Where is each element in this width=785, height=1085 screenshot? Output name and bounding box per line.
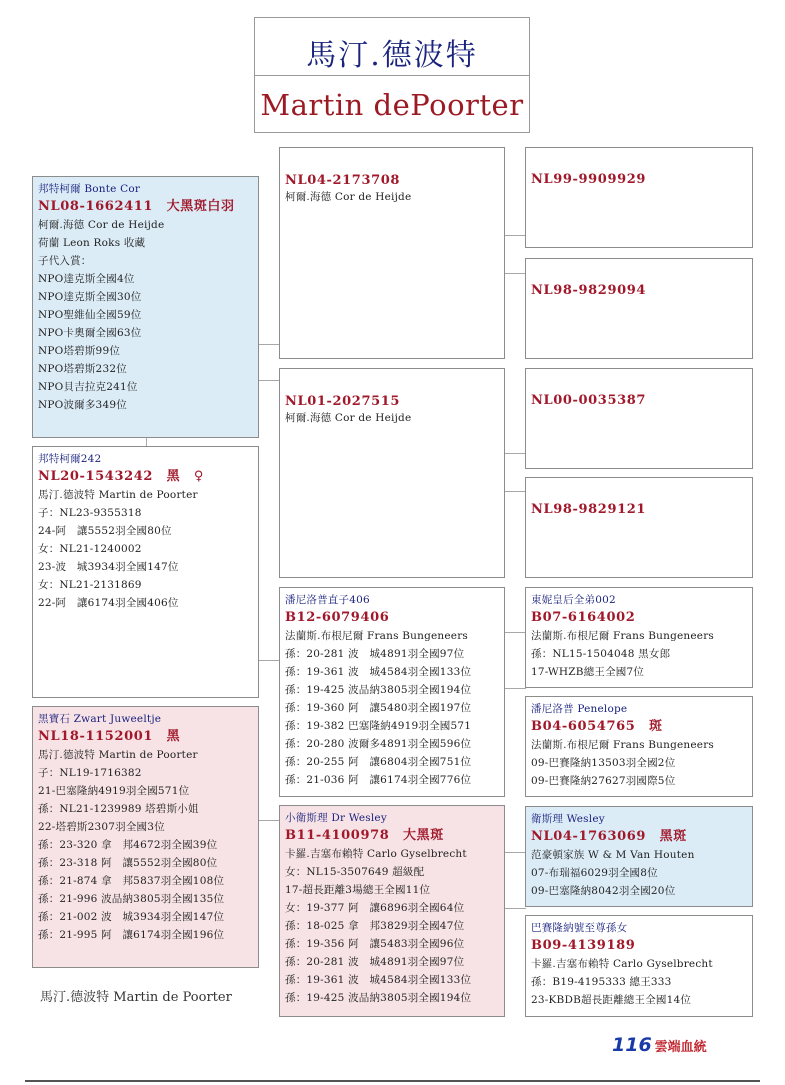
connector: [504, 453, 526, 454]
dam-sire-card: [279, 587, 505, 797]
pigeon-name: 潘尼洛普直子406: [285, 594, 370, 606]
sire-dam-dam-card: [525, 477, 753, 578]
info-line: 孫：20-281 波 城4891羽全國97位: [285, 956, 465, 968]
sire-card: [32, 176, 259, 438]
info-line: 子：NL23-9355318: [38, 507, 142, 519]
pigeon-name: 邦特柯爾 Bonte Cor: [38, 183, 141, 195]
ring-number: NL20-1543242 黑 ♀: [38, 469, 204, 484]
ring-number: NL04-2173708: [285, 173, 401, 188]
info-line: 09-巴塞隆納8042羽全國20位: [531, 885, 676, 897]
info-line: 孫：19-361 波 城4584羽全國133位: [285, 974, 472, 986]
info-line: 孫：18-025 拿 邦3829羽全國47位: [285, 920, 465, 932]
info-line: NPO塔碧斯232位: [38, 363, 127, 375]
dam-sire-dam-card: [525, 696, 753, 797]
info-line: 馬汀.德波特 Martin de Poorter: [38, 749, 198, 761]
info-line: 21-巴塞隆納4919羽全國571位: [38, 785, 190, 797]
info-line: 孫：19-425 波品納3805羽全國194位: [285, 992, 472, 1004]
sire-sire-dam-card: [525, 258, 753, 359]
ring-number: NL04-1763069 黑斑: [531, 829, 687, 844]
info-line: 孫：23-320 拿 邦4672羽全國39位: [38, 839, 218, 851]
logo-number: 116: [612, 1034, 652, 1056]
info-line: 法蘭斯.布根尼爾 Frans Bungeneers: [531, 630, 715, 642]
info-line: 子代入賞：: [38, 255, 92, 267]
sire-dam-sire-card: [525, 368, 753, 469]
info-line: 女：NL21-1240002: [38, 543, 142, 555]
connector: [258, 820, 280, 821]
dam-dam-dam-card: [525, 915, 753, 1017]
info-line: 女：NL21-2131869: [38, 579, 142, 591]
connector: [504, 688, 526, 689]
info-line: 23-波 城3934羽全國147位: [38, 561, 179, 573]
info-line: 柯爾.海德 Cor de Heijde: [285, 191, 412, 203]
info-line: 22-塔碧斯2307羽全國3位: [38, 821, 165, 833]
info-line: 22-阿 讓6174羽全國406位: [38, 597, 179, 609]
info-line: 孫：20-255 阿 讓6804羽全國751位: [285, 756, 472, 768]
dam-dam-card: [279, 805, 505, 1017]
info-line: 孫：21-874 拿 邦5837羽全國108位: [38, 875, 225, 887]
pigeon-name: 巴賽隆納號至尊孫女: [531, 922, 628, 934]
ring-number: NL18-1152001 黑: [38, 729, 181, 744]
connector: [504, 632, 526, 633]
ring-number: B12-6079406: [285, 610, 390, 625]
ring-number: NL08-1662411 大黑斑白羽: [38, 199, 235, 214]
info-line: NPO波爾多349位: [38, 399, 127, 411]
logo-text: 雲端血統: [654, 1040, 707, 1055]
sire-dam-card: [279, 368, 505, 578]
ring-number: B07-6164002: [531, 610, 636, 625]
info-line: 孫：20-281 波 城4891羽全國97位: [285, 648, 465, 660]
connector: [504, 908, 526, 909]
info-line: 法蘭斯.布根尼爾 Frans Bungeneers: [531, 739, 715, 751]
title-chinese: 馬汀.德波特: [306, 38, 478, 73]
ring-number: NL99-9909929: [531, 172, 647, 187]
info-line: 孫：21-036 阿 讓6174羽全國776位: [285, 774, 472, 786]
info-line: 23-KBDB超長距離總王全國14位: [531, 994, 692, 1006]
info-line: NPO塔碧斯99位: [38, 345, 121, 357]
ring-number: B04-6054765 斑: [531, 719, 663, 734]
dam-sire-sire-card: [525, 587, 753, 688]
title-english: Martin dePoorter: [260, 88, 524, 122]
pigeon-name: 衛斯理 Wesley: [531, 813, 605, 825]
info-line: 17-WHZB總王全國7位: [531, 666, 645, 678]
info-line: 09-巴賽隆納27627羽國際5位: [531, 775, 676, 787]
info-line: 柯爾.海德 Cor de Heijde: [38, 219, 165, 231]
sire-sire-sire-card: [525, 147, 753, 248]
ring-number: B11-4100978 大黑斑: [285, 828, 444, 843]
owner-label: 馬汀.德波特 Martin de Poorter: [40, 990, 232, 1005]
info-line: 孫：21-002 波 城3934羽全國147位: [38, 911, 225, 923]
info-line: 孫：19-425 波品納3805羽全國194位: [285, 684, 472, 696]
ring-number: NL98-9829121: [531, 502, 647, 517]
info-line: NPO聖維仙全國59位: [38, 309, 142, 321]
dam-card: [32, 706, 259, 968]
connector: [504, 273, 526, 274]
info-line: 女：NL15-3507649 超級配: [285, 866, 425, 878]
info-line: 女：19-377 阿 讓6896羽全國64位: [285, 902, 465, 914]
info-line: 孫：B19-4195333 總王333: [531, 976, 672, 988]
info-line: 孫：21-996 波品納3805羽全國135位: [38, 893, 225, 905]
dam-dam-sire-card: [525, 806, 753, 907]
info-line: 17-超長距離3場總王全國11位: [285, 884, 431, 896]
info-line: 柯爾.海德 Cor de Heijde: [285, 412, 412, 424]
info-line: 24-阿 讓5552羽全國80位: [38, 525, 172, 537]
connector: [258, 344, 280, 345]
info-line: NPO達克斯全國4位: [38, 273, 135, 285]
connector: [504, 235, 526, 236]
connector: [258, 660, 280, 661]
info-line: 孫：23-318 阿 讓5552羽全國80位: [38, 857, 218, 869]
info-line: 09-巴賽隆納13503羽全國2位: [531, 757, 676, 769]
info-line: 孫：21-995 阿 讓6174羽全國196位: [38, 929, 225, 941]
footer-divider: [25, 1080, 760, 1082]
info-line: 孫：20-280 波爾多4891羽全國596位: [285, 738, 472, 750]
info-line: 子：NL19-1716382: [38, 767, 142, 779]
connector: [504, 852, 526, 853]
pigeon-name: 東妮皇后全弟002: [531, 594, 616, 606]
pigeon-name: 邦特柯爾242: [38, 453, 102, 465]
info-line: 孫：19-356 阿 讓5483羽全國96位: [285, 938, 465, 950]
info-line: 馬汀.德波特 Martin de Poorter: [38, 489, 198, 501]
title-divider: [255, 75, 529, 76]
info-line: NPO達克斯全國30位: [38, 291, 142, 303]
info-line: 孫：19-360 阿 讓5480羽全國197位: [285, 702, 472, 714]
info-line: 范豪頓家族 W & M Van Houten: [531, 849, 695, 861]
info-line: 孫：19-382 巴塞隆納4919羽全國571: [285, 720, 472, 732]
info-line: 孫：19-361 波 城4584羽全國133位: [285, 666, 472, 678]
info-line: 孫：NL15-1504048 黑女郎: [531, 648, 671, 660]
connector: [258, 380, 280, 381]
sire-sire-card: [279, 147, 505, 359]
info-line: 07-布瑞福6029羽全國8位: [531, 867, 658, 879]
info-line: 荷蘭 Leon Roks 收藏: [38, 237, 146, 249]
pigeon-name: 小衛斯理 Dr Wesley: [285, 812, 387, 824]
ring-number: NL01-2027515: [285, 394, 401, 409]
info-line: 孫：NL21-1239989 塔碧斯小姐: [38, 803, 199, 815]
info-line: NPO貝吉拉克241位: [38, 381, 138, 393]
ring-number: NL98-9829094: [531, 283, 647, 298]
pigeon-name: 潘尼洛普 Penelope: [531, 703, 628, 715]
info-line: 法蘭斯.布根尼爾 Frans Bungeneers: [285, 630, 469, 642]
ring-number: B09-4139189: [531, 938, 636, 953]
info-line: 卡羅.吉塞布賴特 Carlo Gyselbrecht: [531, 958, 713, 970]
ring-number: NL00-0035387: [531, 393, 647, 408]
info-line: NPO卡奧爾全國63位: [38, 327, 142, 339]
site-logo: [612, 1034, 707, 1056]
info-line: 卡羅.吉塞布賴特 Carlo Gyselbrecht: [285, 848, 467, 860]
sibling-card: [32, 446, 259, 698]
connector: [504, 491, 526, 492]
pigeon-name: 黑寶石 Zwart Juweeltje: [38, 713, 162, 725]
title-box: [254, 17, 530, 133]
